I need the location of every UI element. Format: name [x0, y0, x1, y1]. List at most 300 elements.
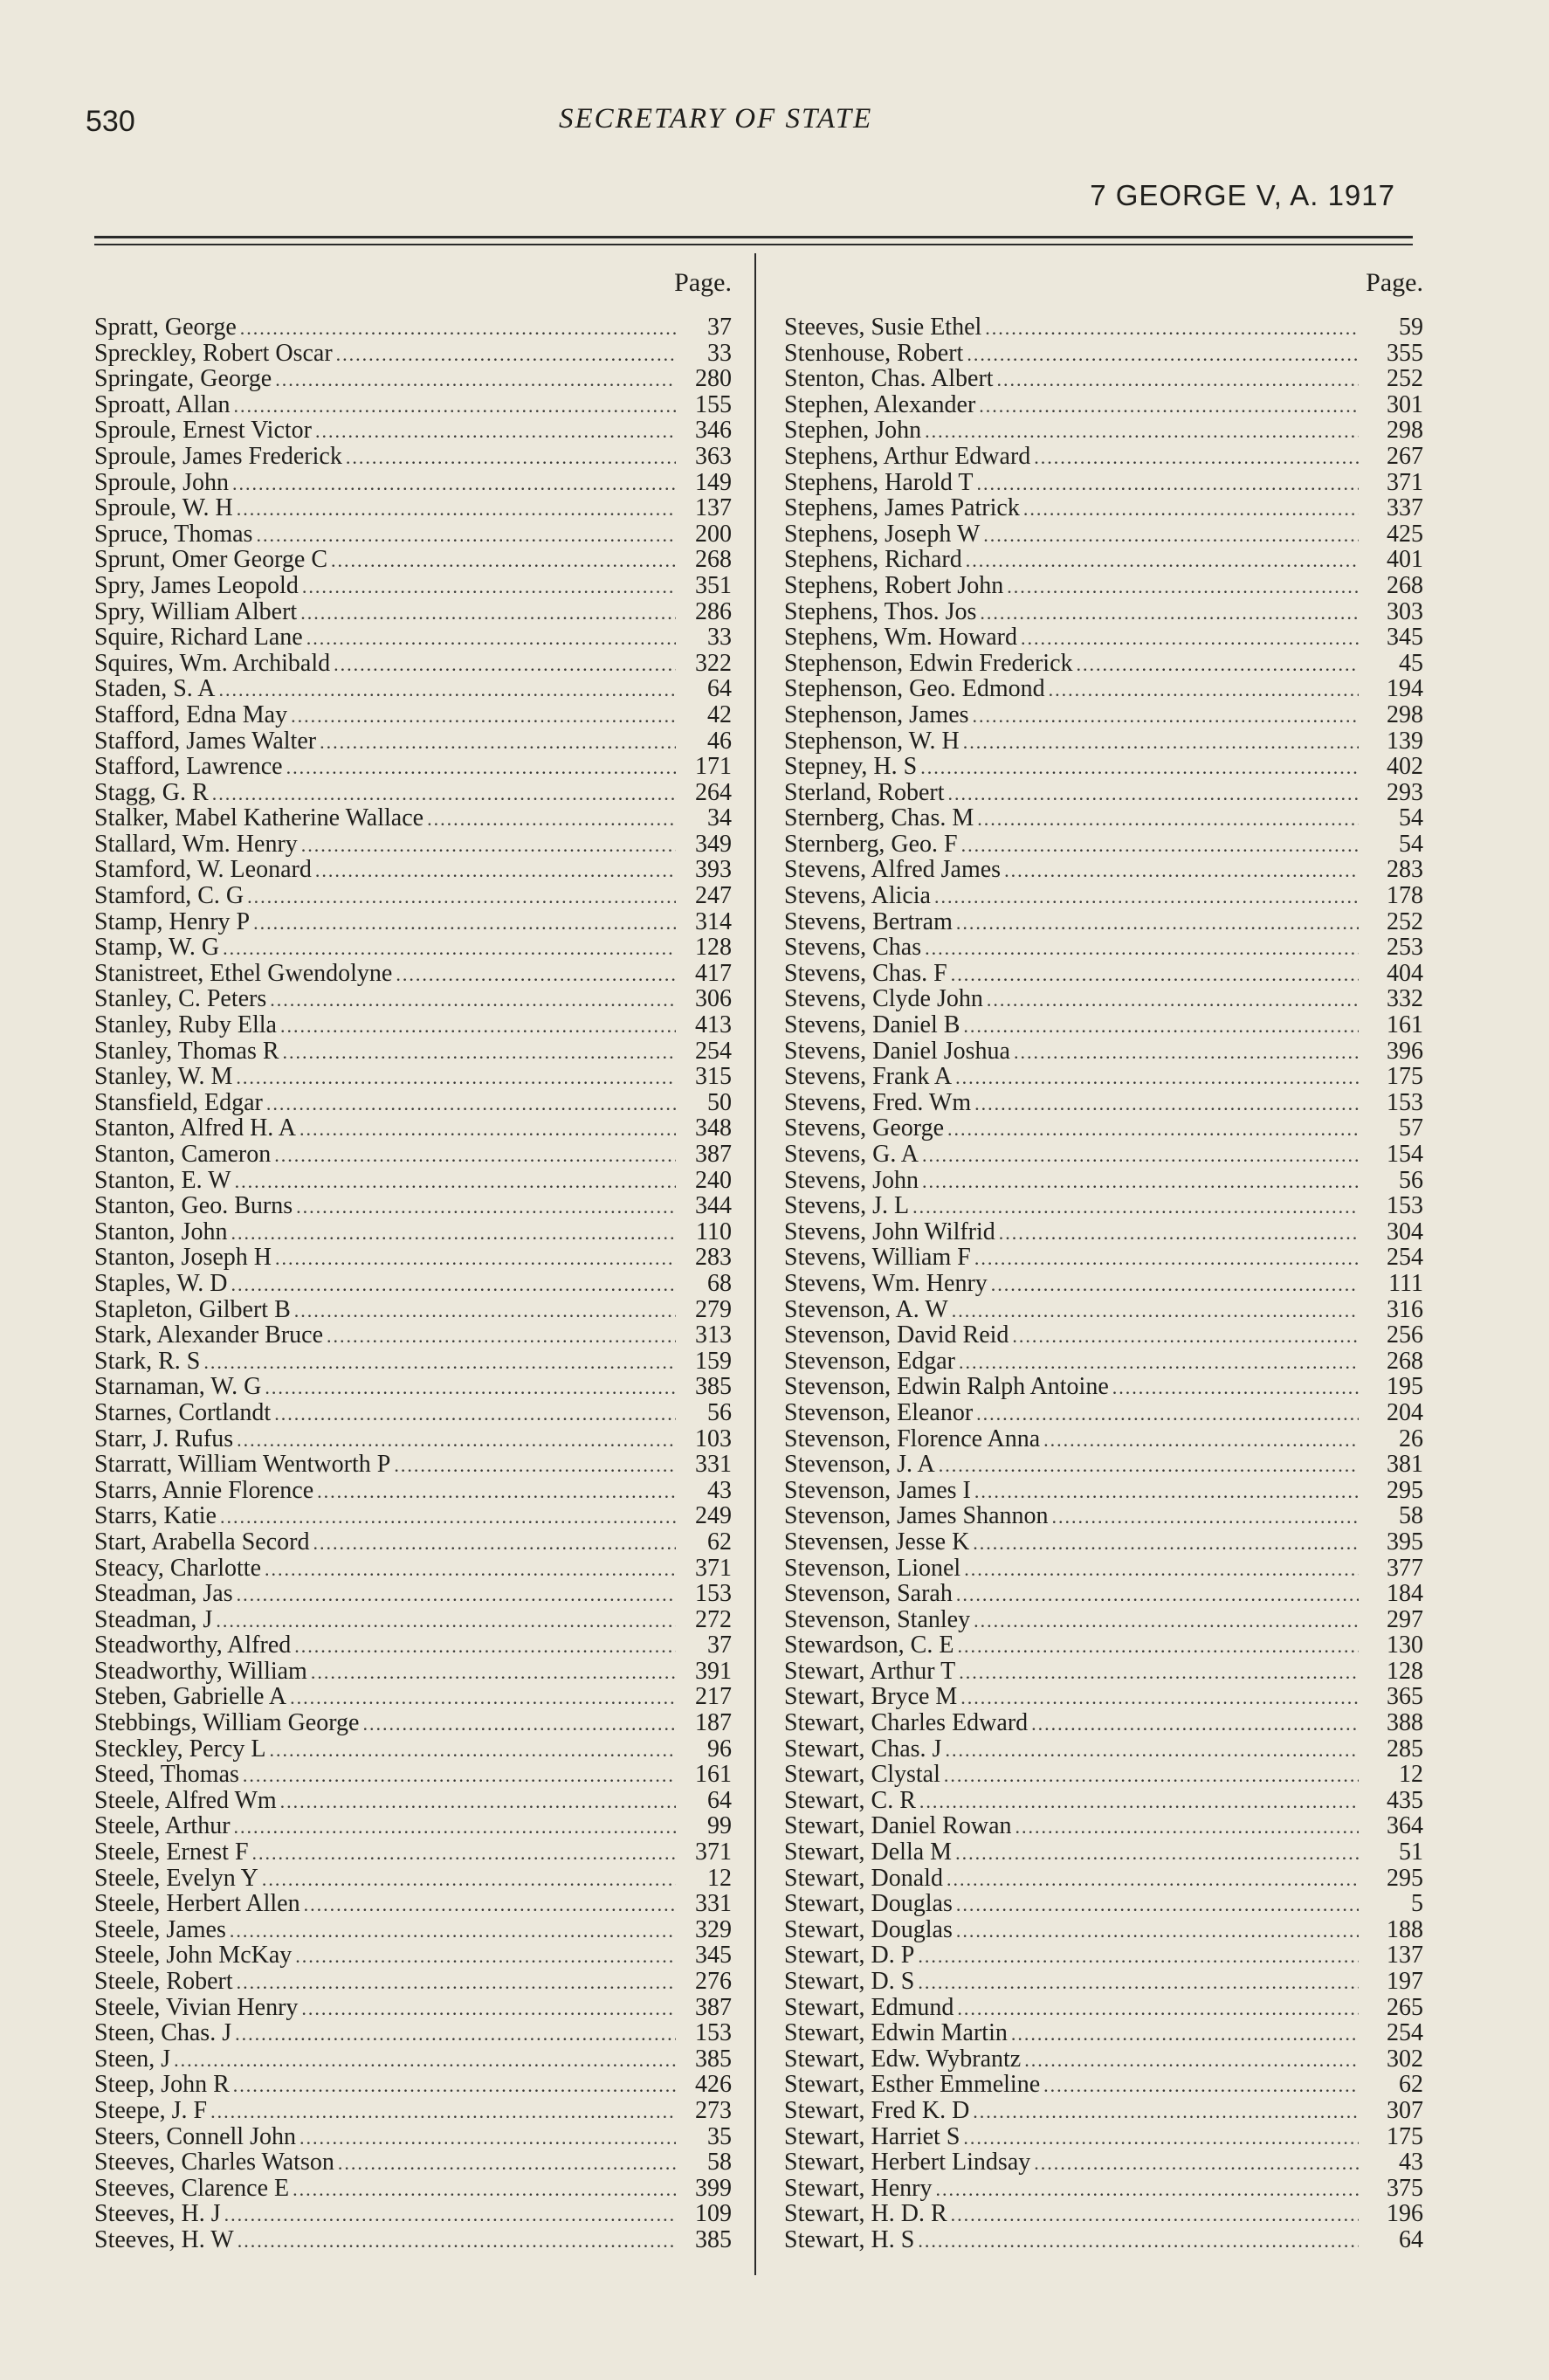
entry-page-number: 50: [707, 1088, 732, 1116]
index-entry: [94, 1374, 732, 1400]
entry-name: Stewart, Arthur T: [784, 1657, 956, 1685]
entry-page-number: 286: [695, 597, 732, 625]
entry-page-number: 109: [695, 2200, 732, 2228]
entry-page-number: 96: [707, 1735, 732, 1763]
index-entry: [94, 1400, 732, 1426]
entry-name: Stevenson, Eleanor: [784, 1398, 974, 1426]
dot-leader: [231, 1272, 676, 1298]
entry-page-number: 371: [695, 1554, 732, 1582]
entry-page-number: 391: [695, 1657, 732, 1685]
dot-leader: [1014, 1039, 1359, 1066]
entry-name: Stewart, Charles Edward: [784, 1709, 1029, 1737]
dot-leader: [1004, 858, 1359, 884]
column-divider: [754, 253, 756, 2275]
dot-leader: [959, 1659, 1359, 1686]
entry-page-number: 139: [1387, 727, 1423, 755]
entry-page-number: 64: [1399, 2225, 1423, 2253]
dot-leader: [1043, 2073, 1359, 2099]
entry-name: Stanton, Joseph H: [94, 1244, 272, 1272]
entry-name: Steele, John McKay: [94, 1942, 293, 1970]
dot-leader: [293, 2176, 676, 2203]
entry-name: Steeves, H. J: [94, 2200, 221, 2228]
dot-leader: [243, 1763, 676, 1789]
dot-leader: [203, 1349, 676, 1376]
dot-leader: [966, 548, 1359, 574]
entry-name: Stephens, James Patrick: [784, 494, 1020, 522]
index-entry: [784, 1478, 1423, 1504]
dot-leader: [976, 471, 1359, 497]
entry-name: Stanley, C. Peters: [94, 985, 267, 1013]
index-entry: [94, 909, 732, 935]
entry-page-number: 345: [695, 1942, 732, 1970]
entry-name: Stapleton, Gilbert B: [94, 1295, 291, 1323]
dot-leader: [956, 1918, 1359, 1944]
entry-name: Stepney, H. S: [784, 753, 918, 781]
dot-leader: [237, 496, 676, 522]
entry-name: Stamford, W. Leonard: [94, 856, 312, 884]
index-entry: [784, 1839, 1423, 1866]
entry-page-number: 276: [695, 1968, 732, 1995]
dot-leader: [302, 574, 676, 600]
dot-leader: [283, 1039, 676, 1066]
entry-page-number: 99: [707, 1812, 732, 1840]
index-entry: [784, 1503, 1423, 1529]
index-entry: [94, 651, 732, 677]
entry-page-number: 37: [707, 1632, 732, 1659]
entry-name: Stewart, Edw. Wybrantz: [784, 2045, 1022, 2073]
entry-page-number: 351: [695, 571, 732, 599]
entry-name: Sternberg, Geo. F: [784, 830, 958, 858]
index-entry: [94, 857, 732, 883]
dot-leader: [291, 703, 676, 729]
dot-leader: [973, 2099, 1359, 2125]
entry-name: Stenhouse, Robert: [784, 339, 964, 367]
entry-page-number: 154: [1387, 1141, 1423, 1168]
dot-leader: [955, 1840, 1359, 1866]
index-entry: [94, 961, 732, 987]
entry-name: Stevens, Daniel Joshua: [784, 1037, 1010, 1065]
index-entry: [94, 495, 732, 521]
index-entry: [784, 2124, 1423, 2150]
dot-leader: [967, 341, 1359, 368]
entry-name: Stewart, Daniel Rowan: [784, 1812, 1012, 1840]
dot-leader: [290, 1685, 676, 1711]
entry-name: Stark, Alexander Bruce: [94, 1321, 324, 1349]
entry-page-number: 153: [1387, 1088, 1423, 1116]
dot-leader: [997, 367, 1359, 393]
dot-leader: [346, 445, 676, 471]
index-entry: [94, 341, 732, 367]
dot-leader: [1112, 1375, 1359, 1401]
dot-leader: [315, 858, 676, 884]
entry-page-number: 413: [695, 1011, 732, 1039]
entry-name: Stevensen, Jesse K: [784, 1528, 970, 1556]
entry-page-number: 26: [1399, 1425, 1423, 1452]
entry-page-number: 57: [1399, 1114, 1423, 1142]
entry-page-number: 130: [1387, 1632, 1423, 1659]
entry-page-number: 417: [695, 959, 732, 987]
entry-name: Steben, Gabrielle A: [94, 1683, 287, 1711]
entry-page-number: 195: [1387, 1373, 1423, 1401]
dot-leader: [1012, 1323, 1359, 1349]
dot-leader: [269, 1737, 676, 1763]
index-entry: [784, 883, 1423, 909]
index-entry: [94, 1736, 732, 1763]
index-entry: [94, 1322, 732, 1349]
dot-leader: [280, 1789, 676, 1815]
index-entry: [94, 2020, 732, 2046]
entry-page-number: 303: [1387, 597, 1423, 625]
entry-name: Start, Arabella Secord: [94, 1528, 310, 1556]
index-entry: [784, 1866, 1423, 1892]
entry-name: Starrs, Katie: [94, 1502, 217, 1530]
entry-name: Starnaman, W. G: [94, 1373, 262, 1401]
entry-page-number: 402: [1387, 753, 1423, 781]
dot-leader: [1034, 445, 1359, 471]
index-column-left: [94, 262, 732, 2253]
index-entry: [784, 547, 1423, 573]
entry-name: Stephens, Richard: [784, 546, 962, 574]
entry-name: Steadworthy, William: [94, 1657, 307, 1685]
entry-name: Stevens, Wm. Henry: [784, 1269, 988, 1297]
index-entry: [94, 1607, 732, 1633]
index-entry: [94, 1271, 732, 1297]
index-entry: [784, 1788, 1423, 1814]
entry-page-number: 385: [695, 2225, 732, 2253]
dot-leader: [919, 1789, 1359, 1815]
index-entry: [94, 676, 732, 702]
entry-page-number: 175: [1387, 1063, 1423, 1091]
index-entry: [94, 1452, 732, 1478]
dot-leader: [218, 677, 676, 703]
index-entry: [784, 392, 1423, 418]
dot-leader: [947, 1866, 1359, 1893]
entry-page-number: 371: [695, 1838, 732, 1866]
entry-page-number: 387: [695, 1141, 732, 1168]
entry-page-number: 137: [695, 494, 732, 522]
entry-name: Stevenson, Edgar: [784, 1347, 955, 1375]
entry-name: Starratt, William Wentworth P: [94, 1451, 391, 1479]
index-entry: [94, 754, 732, 780]
index-entry: [94, 624, 732, 651]
entry-name: Stevens, Fred. Wm: [784, 1088, 972, 1116]
entry-page-number: 385: [695, 1373, 732, 1401]
index-entry: [94, 599, 732, 625]
entry-name: Sproule, Ernest Victor: [94, 417, 312, 445]
index-entry: [784, 1115, 1423, 1142]
entry-page-number: 51: [1399, 1838, 1423, 1866]
entry-page-number: 268: [695, 546, 732, 574]
entry-name: Stephenson, W. H: [784, 727, 960, 755]
entry-page-number: 401: [1387, 546, 1423, 574]
entry-page-number: 279: [695, 1295, 732, 1323]
index-entry: [784, 2046, 1423, 2073]
entry-page-number: 283: [695, 1244, 732, 1272]
entry-name: Stevens, Clyde John: [784, 985, 983, 1013]
entry-list: [784, 314, 1423, 2253]
index-entry: [784, 1710, 1423, 1736]
index-entry: [784, 909, 1423, 935]
entry-name: Steadman, J: [94, 1605, 213, 1633]
entry-name: Stevenson, J. A: [784, 1451, 935, 1479]
index-entry: [94, 1193, 732, 1219]
entry-page-number: 301: [1387, 390, 1423, 418]
entry-page-number: 35: [707, 2122, 732, 2150]
entry-name: Stevenson, Stanley: [784, 1605, 971, 1633]
entry-name: Stewart, Henry: [784, 2174, 933, 2202]
dot-leader: [918, 1943, 1359, 1970]
entry-page-number: 64: [707, 675, 732, 703]
entry-page-number: 304: [1387, 1218, 1423, 1245]
entry-name: Stephens, Wm. Howard: [784, 624, 1017, 652]
entry-name: Stanton, Geo. Burns: [94, 1192, 293, 1220]
entry-page-number: 297: [1387, 1605, 1423, 1633]
entry-page-number: 264: [695, 778, 732, 806]
entry-name: Steele, Evelyn Y: [94, 1864, 258, 1892]
dot-leader: [265, 1556, 676, 1583]
entry-name: Stewart, D. P: [784, 1942, 915, 1970]
entry-page-number: 307: [1387, 2096, 1423, 2124]
entry-name: Stevens, G. A: [784, 1141, 919, 1168]
dot-leader: [216, 1608, 676, 1634]
entry-page-number: 33: [707, 624, 732, 652]
index-entry: [784, 2149, 1423, 2176]
entry-name: Stanistreet, Ethel Gwendolyne: [94, 959, 393, 987]
index-entry: [94, 470, 732, 496]
index-entry: [784, 1632, 1423, 1659]
index-entry: [784, 624, 1423, 651]
index-entry: [94, 935, 732, 961]
header-rule: [94, 244, 1413, 245]
entry-page-number: 295: [1387, 1864, 1423, 1892]
entry-page-number: 45: [1399, 649, 1423, 677]
entry-page-number: 344: [695, 1192, 732, 1220]
index-entry: [94, 1659, 732, 1685]
index-entry: [94, 1012, 732, 1038]
entry-name: Staples, W. D: [94, 1269, 228, 1297]
index-entry: [94, 728, 732, 755]
index-entry: [784, 366, 1423, 392]
entry-list: [94, 314, 732, 2253]
index-entry: [784, 1349, 1423, 1375]
entry-name: Sproatt, Allan: [94, 390, 231, 418]
dot-leader: [304, 1892, 676, 1918]
index-entry: [94, 1813, 732, 1839]
dot-leader: [979, 393, 1359, 419]
entry-name: Spratt, George: [94, 314, 237, 341]
index-entry: [784, 1426, 1423, 1452]
entry-name: Staden, S. A: [94, 675, 216, 703]
entry-name: Starrs, Annie Florence: [94, 1476, 314, 1504]
dot-leader: [1011, 2021, 1359, 2047]
dot-leader: [960, 1685, 1359, 1711]
entry-name: Steeves, Susie Ethel: [784, 314, 982, 341]
dot-leader: [957, 1633, 1359, 1659]
entry-page-number: 56: [707, 1398, 732, 1426]
index-entry: [784, 417, 1423, 444]
running-title: SECRETARY OF STATE: [559, 103, 873, 135]
index-entry: [94, 1839, 732, 1866]
entry-name: Steele, Vivian Henry: [94, 1993, 299, 2021]
index-entry: [94, 1995, 732, 2021]
dot-leader: [234, 393, 676, 419]
entry-page-number: 314: [695, 907, 732, 935]
dot-leader: [231, 1220, 676, 1246]
entry-name: Stewart, H. S: [784, 2225, 915, 2253]
index-entry: [784, 1090, 1423, 1116]
entry-name: Steele, James: [94, 1915, 226, 1943]
index-entry: [784, 1917, 1423, 1943]
dot-leader: [294, 1633, 676, 1659]
entry-page-number: 46: [707, 727, 732, 755]
dot-leader: [230, 1918, 676, 1944]
entry-name: Stewart, Douglas: [784, 1890, 953, 1918]
dot-leader: [922, 1142, 1359, 1169]
entry-name: Sternberg, Chas. M: [784, 804, 974, 832]
entry-name: Spry, William Albert: [94, 597, 298, 625]
dot-leader: [955, 1065, 1359, 1091]
dot-leader: [235, 2021, 676, 2047]
dot-leader: [944, 1763, 1359, 1789]
index-entry: [94, 2046, 732, 2073]
entry-name: Sprunt, Omer George C: [94, 546, 327, 574]
entry-page-number: 355: [1387, 339, 1423, 367]
index-entry: [94, 2176, 732, 2202]
entry-page-number: 273: [695, 2096, 732, 2124]
entry-name: Stanton, E. W: [94, 1166, 231, 1194]
index-entry: [784, 1607, 1423, 1633]
index-entry: [784, 599, 1423, 625]
entry-name: Stephens, Robert John: [784, 571, 1004, 599]
index-entry: [94, 547, 732, 573]
dot-leader: [925, 418, 1359, 445]
entry-name: Stevens, George: [784, 1114, 944, 1142]
index-entry: [784, 2176, 1423, 2202]
index-entry: [94, 392, 732, 418]
entry-page-number: 217: [695, 1683, 732, 1711]
index-entry: [784, 1556, 1423, 1582]
entry-page-number: 12: [707, 1864, 732, 1892]
entry-page-number: 64: [707, 1786, 732, 1814]
dot-leader: [223, 935, 676, 962]
dot-leader: [235, 1169, 676, 1195]
dot-leader: [256, 522, 676, 548]
dot-leader: [980, 600, 1359, 626]
entry-page-number: 12: [1399, 1761, 1423, 1789]
index-entry: [784, 1142, 1423, 1168]
entry-name: Steepe, J. F: [94, 2096, 208, 2124]
entry-page-number: 272: [695, 1605, 732, 1633]
entry-name: Steed, Thomas: [94, 1761, 239, 1789]
entry-name: Stalker, Mabel Katherine Wallace: [94, 804, 424, 832]
dot-leader: [963, 729, 1359, 755]
index-entry: [94, 417, 732, 444]
entry-page-number: 298: [1387, 700, 1423, 728]
entry-name: Stanley, Thomas R: [94, 1037, 279, 1065]
dot-leader: [952, 1298, 1359, 1324]
index-entry: [784, 470, 1423, 496]
entry-page-number: 322: [695, 649, 732, 677]
dot-leader: [939, 1452, 1359, 1479]
entry-page-number: 253: [1387, 934, 1423, 962]
index-entry: [94, 1349, 732, 1375]
index-entry: [784, 805, 1423, 831]
entry-name: Steele, Arthur: [94, 1812, 231, 1840]
index-entry: [784, 1193, 1423, 1219]
entry-page-number: 331: [695, 1451, 732, 1479]
dot-leader: [174, 2047, 676, 2073]
index-entry: [94, 573, 732, 599]
entry-name: Steeves, Charles Watson: [94, 2149, 334, 2176]
dot-leader: [951, 2202, 1359, 2228]
entry-page-number: 371: [1387, 468, 1423, 496]
entry-page-number: 204: [1387, 1398, 1423, 1426]
dot-leader: [396, 962, 676, 988]
entry-name: Stanley, Ruby Ella: [94, 1011, 277, 1039]
index-entry: [784, 754, 1423, 780]
entry-page-number: 200: [695, 520, 732, 548]
entry-page-number: 249: [695, 1502, 732, 1530]
entry-page-number: 293: [1387, 778, 1423, 806]
entry-name: Stevens, John Wilfrid: [784, 1218, 995, 1245]
index-entry: [94, 986, 732, 1012]
entry-page-number: 161: [695, 1761, 732, 1789]
entry-name: Stewart, Clystal: [784, 1761, 940, 1789]
index-entry: [94, 1245, 732, 1271]
entry-name: Stevens, Daniel B: [784, 1011, 960, 1039]
dot-leader: [253, 910, 676, 936]
dot-leader: [301, 1996, 676, 2022]
entry-name: Stewart, D. S: [784, 1968, 915, 1995]
entry-page-number: 375: [1387, 2174, 1423, 2202]
index-entry: [94, 1168, 732, 1194]
index-entry: [94, 1942, 732, 1969]
index-entry: [784, 1969, 1423, 1995]
dot-leader: [1024, 2047, 1359, 2073]
index-entry: [784, 780, 1423, 806]
dot-leader: [951, 962, 1359, 988]
entry-page-number: 399: [695, 2174, 732, 2202]
dot-leader: [976, 1401, 1359, 1427]
entry-page-number: 265: [1387, 1993, 1423, 2021]
entry-name: Steele, Ernest F: [94, 1838, 249, 1866]
index-entry: [94, 1219, 732, 1245]
page-number: 530: [86, 105, 135, 138]
index-entry: [784, 1813, 1423, 1839]
entry-page-number: 256: [1387, 1321, 1423, 1349]
dot-leader: [977, 806, 1359, 832]
index-entry: [784, 1684, 1423, 1710]
entry-name: Steen, Chas. J: [94, 2019, 232, 2047]
entry-name: Steckley, Percy L: [94, 1735, 266, 1763]
entry-name: Stephens, Joseph W: [784, 520, 981, 548]
dot-leader: [237, 1427, 676, 1453]
index-column-right: [784, 262, 1423, 2253]
dot-leader: [334, 652, 676, 678]
entry-page-number: 404: [1387, 959, 1423, 987]
entry-page-number: 110: [696, 1218, 732, 1245]
entry-name: Stanton, Alfred H. A: [94, 1114, 296, 1142]
index-entry: [784, 1297, 1423, 1323]
entry-name: Steadman, Jas: [94, 1580, 233, 1608]
entry-name: Stephenson, Edwin Frederick: [784, 649, 1073, 677]
index-entry: [784, 1891, 1423, 1917]
entry-name: Stafford, James Walter: [94, 727, 317, 755]
index-entry: [94, 1503, 732, 1529]
dot-leader: [306, 625, 676, 652]
index-entry: [94, 2201, 732, 2227]
dot-leader: [317, 1479, 676, 1505]
